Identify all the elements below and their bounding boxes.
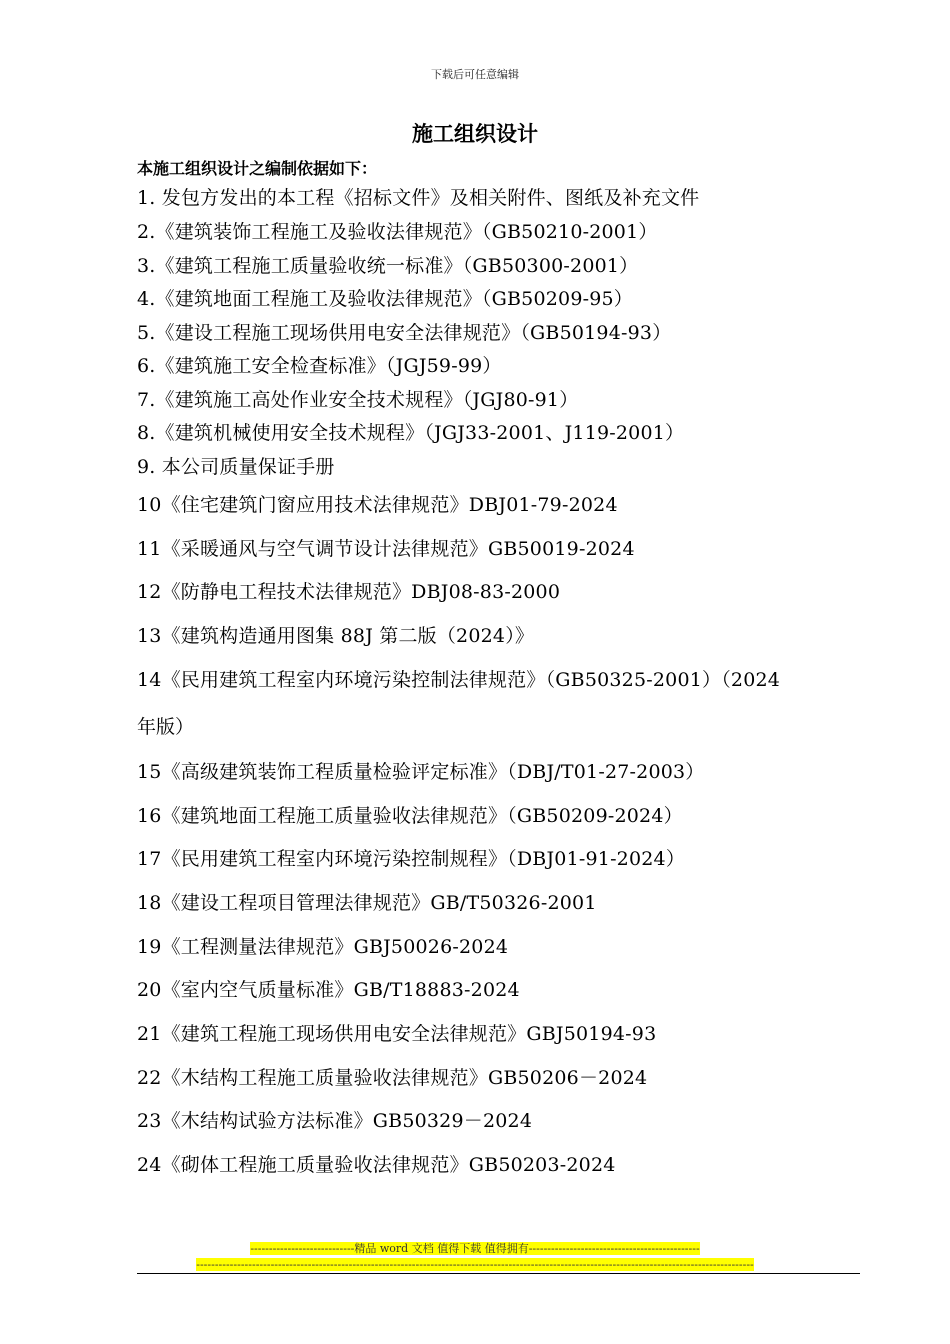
list-item-continuation: 年版） [137, 716, 195, 738]
list-item: 19《工程测量法律规范》GBJ50026-2024 [137, 936, 509, 958]
list-item: 9. 本公司质量保证手册 [137, 456, 335, 478]
footer-divider [137, 1273, 860, 1274]
footer-banner-dashes: ------------------------------------------------------------------------------------------------------------------------------------------------------ [196, 1258, 754, 1271]
list-item: 16《建筑地面工程施工质量验收法律规范》（GB50209-2024） [137, 805, 683, 827]
list-item: 15《高级建筑装饰工程质量检验评定标准》（DBJ/T01-27-2003） [137, 761, 705, 783]
footer-banner-line1 [0, 1242, 950, 1256]
list-item: 8.《建筑机械使用安全技术规程》（JGJ33-2001、J119-2001） [137, 422, 685, 444]
list-item: 1. 发包方发出的本工程《招标文件》及相关附件、图纸及补充文件 [137, 187, 700, 209]
list-item: 13《建筑构造通用图集 88J 第二版（2024）》 [137, 625, 535, 647]
list-item: 6.《建筑施工安全检查标准》（JGJ59-99） [137, 355, 502, 377]
list-item: 21《建筑工程施工现场供用电安全法律规范》GBJ50194-93 [137, 1023, 657, 1045]
list-item: 14《民用建筑工程室内环境污染控制法律规范》（GB50325-2001）（2024 [137, 669, 781, 691]
list-item: 20《室内空气质量标准》GB/T18883-2024 [137, 979, 520, 1001]
list-item: 11《采暖通风与空气调节设计法律规范》GB50019-2024 [137, 538, 635, 560]
page-title: 施工组织设计 [412, 121, 538, 146]
list-item: 4.《建筑地面工程施工及验收法律规范》（GB50209-95） [137, 288, 634, 310]
list-item: 12《防静电工程技术法律规范》DBJ08-83-2000 [137, 581, 561, 603]
list-item: 7.《建筑施工高处作业安全技术规程》（JGJ80-91） [137, 389, 579, 411]
list-item: 24《砌体工程施工质量验收法律规范》GB50203-2024 [137, 1154, 616, 1176]
list-item: 23《木结构试验方法标准》GB50329－2024 [137, 1110, 533, 1132]
list-item: 22《木结构工程施工质量验收法律规范》GB50206－2024 [137, 1067, 648, 1089]
footer-banner-line2 [0, 1258, 950, 1272]
list-item: 10《住宅建筑门窗应用技术法律规范》DBJ01-79-2024 [137, 494, 618, 516]
header-note: 下载后可任意编辑 [431, 68, 519, 81]
list-item: 3.《建筑工程施工质量验收统一标准》（GB50300-2001） [137, 255, 639, 277]
subtitle: 本施工组织设计之编制依据如下： [137, 159, 378, 178]
list-item: 17《民用建筑工程室内环境污染控制规程》（DBJ01-91-2024） [137, 848, 686, 870]
list-item: 2.《建筑装饰工程施工及验收法律规范》（GB50210-2001） [137, 221, 658, 243]
list-item: 5.《建设工程施工现场供用电安全法律规范》（GB50194-93） [137, 322, 672, 344]
footer-banner-text: ----------------------------精品 word 文档 值得下载 值得拥有---------------------------------------------- [250, 1242, 700, 1255]
list-item: 18《建设工程项目管理法律规范》GB/T50326-2001 [137, 892, 597, 914]
